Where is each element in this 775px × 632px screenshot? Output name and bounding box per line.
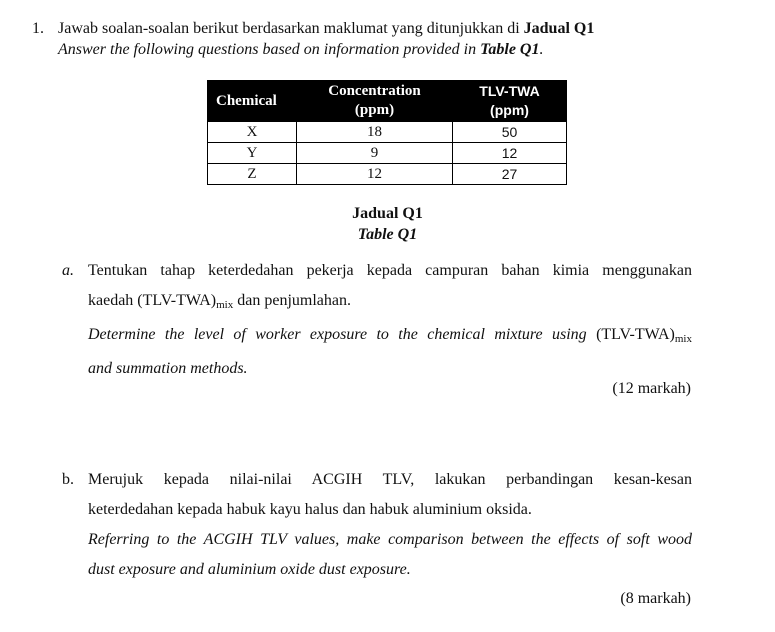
chemical-table bbox=[207, 80, 567, 185]
part-b-malay-line1: Merujuk kepada nilai-nilai ACGIH TLV, lakukan perbandingan kesan-kesan bbox=[88, 471, 692, 488]
cell-concentration: 12 bbox=[297, 164, 453, 185]
table-header-row bbox=[208, 81, 567, 122]
header-chemical: Chemical bbox=[208, 81, 297, 122]
cell-chemical: X bbox=[208, 122, 297, 143]
question-instruction-malay: Jawab soalan-soalan berikut berdasarkan maklumat yang ditunjukkan di Jadual Q1 bbox=[58, 20, 595, 37]
cell-tlv: 12 bbox=[453, 143, 567, 164]
question-instruction-english: Answer the following questions based on information provided in Table Q1. bbox=[58, 41, 544, 58]
part-b-english-line2: dust exposure and aluminium oxide dust exposure. bbox=[88, 561, 411, 578]
table-reference-english: Table Q1 bbox=[480, 41, 540, 58]
question-number: 1. bbox=[32, 20, 44, 37]
table-caption-english: Table Q1 bbox=[357, 226, 418, 243]
part-a-english-line1: Determine the level of worker exposure to the chemical mixture using $(TLV-TWA)_{mix}$ bbox=[88, 326, 692, 345]
table-row bbox=[208, 164, 567, 185]
table-caption-malay: Jadual Q1 bbox=[352, 205, 423, 222]
part-b-marks: (8 markah) bbox=[620, 590, 691, 607]
part-a-letter: a. bbox=[62, 262, 74, 279]
cell-concentration: 18 bbox=[297, 122, 453, 143]
part-a-malay-line2: kaedah $(TLV-TWA)_{mix}$ dan penjumlahan. bbox=[88, 292, 351, 311]
part-b-text bbox=[88, 465, 692, 585]
part-a-marks: (12 markah) bbox=[612, 380, 691, 397]
part-a-text bbox=[88, 256, 692, 384]
part-b-english-line1: Referring to the ACGIH TLV values, make comparison between the effects of soft wood bbox=[88, 531, 692, 548]
part-b-malay-line2: keterdedahan kepada habuk kayu halus dan habuk aluminium oksida. bbox=[88, 501, 532, 518]
cell-concentration: 9 bbox=[297, 143, 453, 164]
cell-chemical: Z bbox=[208, 164, 297, 185]
part-a-malay-line1: Tentukan tahap keterdedahan pekerja kepada campuran bahan kimia menggunakan bbox=[88, 262, 692, 279]
table-row bbox=[208, 122, 567, 143]
part-a-english-line2: and summation methods. bbox=[88, 360, 248, 377]
table-row bbox=[208, 143, 567, 164]
cell-tlv: 50 bbox=[453, 122, 567, 143]
table-reference-malay: Jadual Q1 bbox=[523, 20, 595, 37]
header-tlv-twa: TLV-TWA (ppm) bbox=[453, 81, 567, 122]
cell-chemical: Y bbox=[208, 143, 297, 164]
header-concentration: Concentration (ppm) bbox=[297, 81, 453, 122]
cell-tlv: 27 bbox=[453, 164, 567, 185]
part-b-letter: b. bbox=[62, 471, 74, 488]
